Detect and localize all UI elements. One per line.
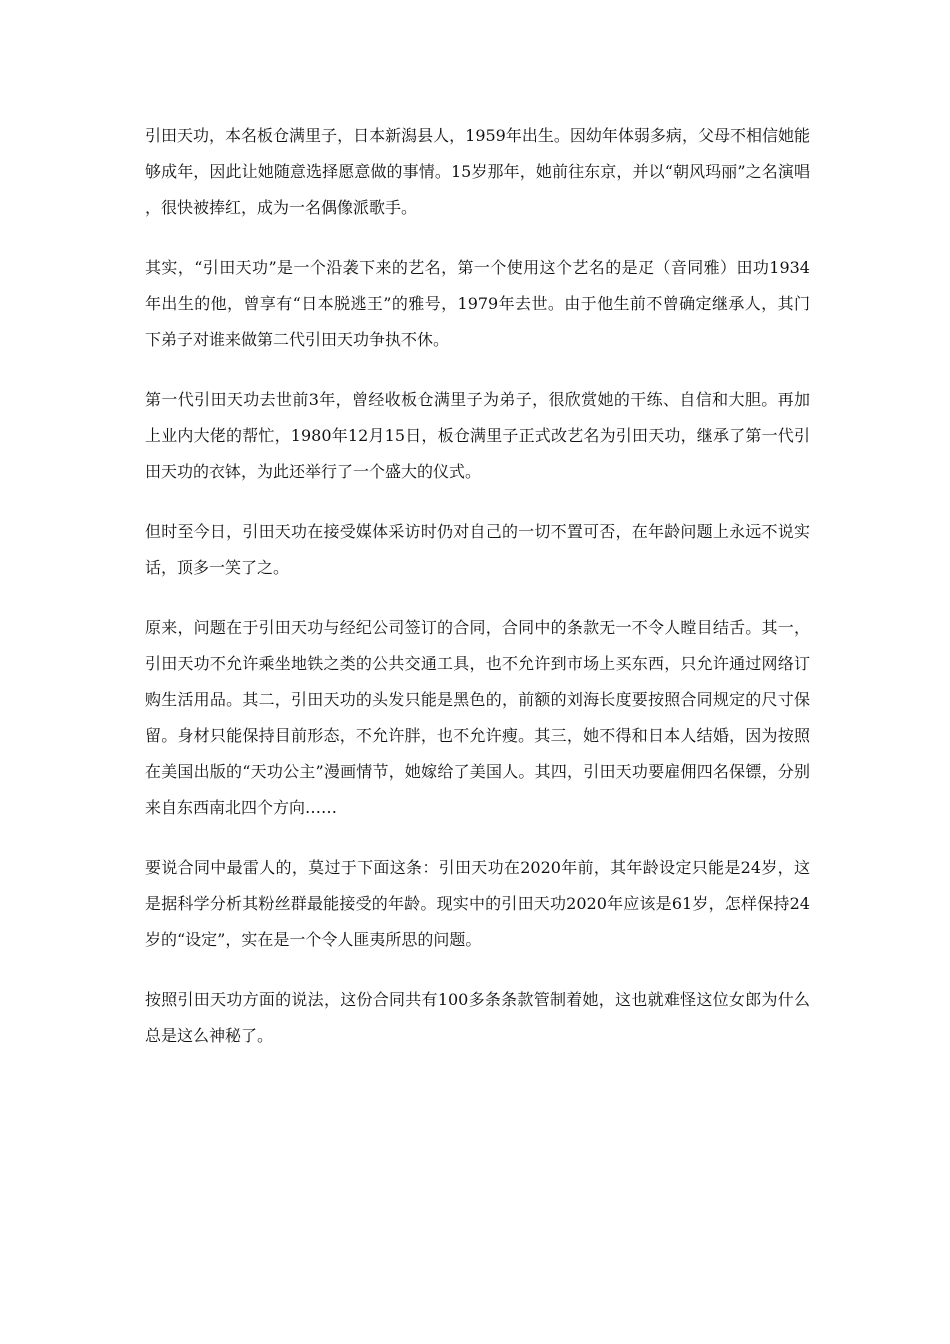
paragraph-3: 第一代引田天功去世前3年，曾经收板仓满里子为弟子，很欣赏她的干练、自信和大胆。再加上业内大佬的帮忙，1980年12月15日，板仓满里子正式改艺名为引田天功，继承了第一代引田天功的衣钵，为此还举行了一个盛大的仪式。	[145, 390, 810, 481]
paragraph-2: 其实，“引田天功”是一个沿袭下来的艺名，第一个使用这个艺名的是疋（音同雅）田功1934年出生的他，曾享有“日本脱逃王”的雅号，1979年去世。由于他生前不曾确定继承人，其门下弟子对谁来做第二代引田天功争执不休。	[145, 258, 810, 349]
paragraph-4: 但时至今日，引田天功在接受媒体采访时仍对自己的一切不置可否，在年龄问题上永远不说实话，顶多一笑了之。	[145, 522, 810, 577]
paragraph-5: 原来，问题在于引田天功与经纪公司签订的合同，合同中的条款无一不令人瞠目结舌。其一，引田天功不允许乘坐地铁之类的公共交通工具，也不允许到市场上买东西，只允许通过网络订购生活用品。其二，引田天功的头发只能是黑色的，前额的刘海长度要按照合同规定的尺寸保留。身材只能保持目前形态，不允许胖，也不允许瘦。其三，她不得和日本人结婚，因为按照在美国出版的“天功公主”漫画情节，她嫁给了美国人。其四，引田天功要雇佣四名保镖，分别来自东西南北四个方向……	[145, 618, 810, 817]
paragraph-7: 按照引田天功方面的说法，这份合同共有100多条条款管制着她，这也就难怪这位女郎为什么总是这么神秘了。	[145, 990, 810, 1045]
paragraph-6: 要说合同中最雷人的，莫过于下面这条：引田天功在2020年前，其年龄设定只能是24岁，这是据科学分析其粉丝群最能接受的年龄。现实中的引田天功2020年应该是61岁，怎样保持24岁的“设定”，实在是一个令人匪夷所思的问题。	[145, 858, 810, 949]
article-body	[145, 118, 810, 1078]
paragraph-1: 引田天功，本名板仓满里子，日本新潟县人，1959年出生。因幼年体弱多病，父母不相信她能够成年，因此让她随意选择愿意做的事情。15岁那年，她前往东京，并以“朝风玛丽”之名演唱，很快被捧红，成为一名偶像派歌手。	[145, 126, 810, 217]
